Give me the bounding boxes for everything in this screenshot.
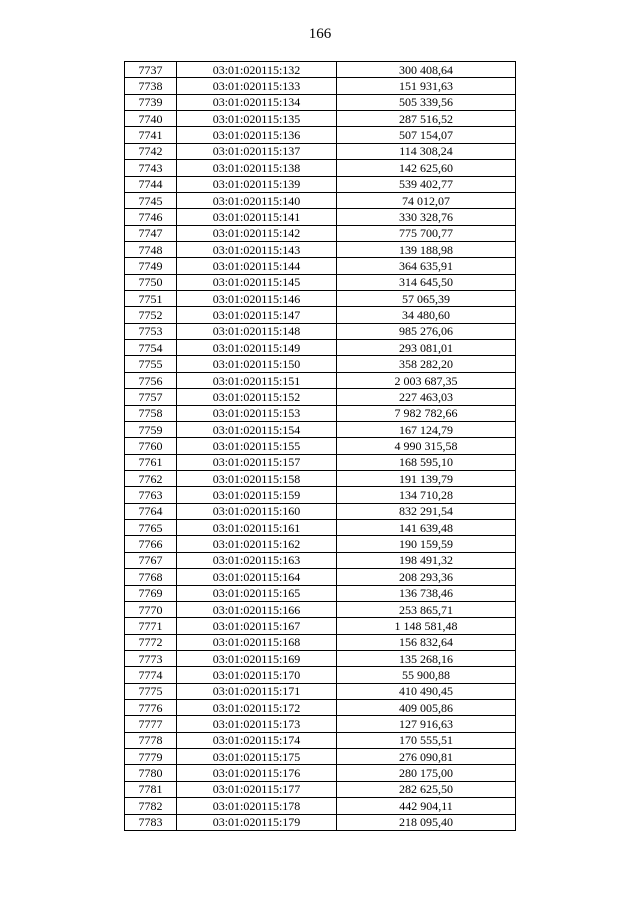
row-number-cell: 7768 xyxy=(125,569,177,585)
cadastral-value-cell: 505 339,56 xyxy=(337,94,516,110)
row-number-cell: 7776 xyxy=(125,700,177,716)
row-number-cell: 7749 xyxy=(125,258,177,274)
row-number-cell: 7764 xyxy=(125,503,177,519)
row-number-cell: 7739 xyxy=(125,94,177,110)
cadastral-number-cell: 03:01:020115:146 xyxy=(177,291,337,307)
cadastral-number-cell: 03:01:020115:162 xyxy=(177,536,337,552)
cadastral-number-cell: 03:01:020115:132 xyxy=(177,62,337,78)
cadastral-number-cell: 03:01:020115:134 xyxy=(177,94,337,110)
cadastral-value-cell: 156 832,64 xyxy=(337,634,516,650)
cadastral-number-cell: 03:01:020115:165 xyxy=(177,585,337,601)
table-row xyxy=(125,601,516,617)
cadastral-number-cell: 03:01:020115:140 xyxy=(177,192,337,208)
cadastral-value-cell: 74 012,07 xyxy=(337,192,516,208)
cadastral-number-cell: 03:01:020115:153 xyxy=(177,405,337,421)
table-row xyxy=(125,634,516,650)
cadastral-value-cell: 136 738,46 xyxy=(337,585,516,601)
row-number-cell: 7748 xyxy=(125,241,177,257)
row-number-cell: 7763 xyxy=(125,487,177,503)
cadastral-number-cell: 03:01:020115:159 xyxy=(177,487,337,503)
cadastral-number-cell: 03:01:020115:151 xyxy=(177,372,337,388)
cadastral-value-cell: 227 463,03 xyxy=(337,389,516,405)
table-row xyxy=(125,192,516,208)
cadastral-number-cell: 03:01:020115:141 xyxy=(177,209,337,225)
cadastral-value-cell: 190 159,59 xyxy=(337,536,516,552)
row-number-cell: 7782 xyxy=(125,798,177,814)
page-number: 166 xyxy=(308,26,332,42)
cadastral-number-cell: 03:01:020115:135 xyxy=(177,111,337,127)
table-row xyxy=(125,127,516,143)
cadastral-value-cell: 539 402,77 xyxy=(337,176,516,192)
cadastral-number-cell: 03:01:020115:173 xyxy=(177,716,337,732)
table-row xyxy=(125,421,516,437)
table-row xyxy=(125,389,516,405)
row-number-cell: 7772 xyxy=(125,634,177,650)
cadastral-number-cell: 03:01:020115:150 xyxy=(177,356,337,372)
row-number-cell: 7741 xyxy=(125,127,177,143)
cadastral-value-cell: 135 268,16 xyxy=(337,650,516,666)
table-row xyxy=(125,520,516,536)
row-number-cell: 7745 xyxy=(125,192,177,208)
cadastral-value-cell: 114 308,24 xyxy=(337,143,516,159)
table-row xyxy=(125,503,516,519)
cadastral-value-cell: 507 154,07 xyxy=(337,127,516,143)
cadastral-number-cell: 03:01:020115:178 xyxy=(177,798,337,814)
table-row xyxy=(125,470,516,486)
cadastral-number-cell: 03:01:020115:168 xyxy=(177,634,337,650)
table-row xyxy=(125,536,516,552)
row-number-cell: 7737 xyxy=(125,62,177,78)
row-number-cell: 7752 xyxy=(125,307,177,323)
cadastral-number-cell: 03:01:020115:138 xyxy=(177,160,337,176)
cadastral-value-cell: 1 148 581,48 xyxy=(337,618,516,634)
cadastral-value-cell: 168 595,10 xyxy=(337,454,516,470)
row-number-cell: 7740 xyxy=(125,111,177,127)
table-row xyxy=(125,749,516,765)
table-row xyxy=(125,111,516,127)
row-number-cell: 7757 xyxy=(125,389,177,405)
table-body xyxy=(125,62,516,831)
table-row xyxy=(125,683,516,699)
table-row xyxy=(125,209,516,225)
cadastral-number-cell: 03:01:020115:176 xyxy=(177,765,337,781)
cadastral-value-cell: 280 175,00 xyxy=(337,765,516,781)
cadastral-value-cell: 55 900,88 xyxy=(337,667,516,683)
cadastral-value-cell: 832 291,54 xyxy=(337,503,516,519)
cadastral-value-cell: 4 990 315,58 xyxy=(337,438,516,454)
table-row xyxy=(125,241,516,257)
row-number-cell: 7781 xyxy=(125,781,177,797)
cadastral-value-cell: 985 276,06 xyxy=(337,323,516,339)
row-number-cell: 7756 xyxy=(125,372,177,388)
cadastral-number-cell: 03:01:020115:166 xyxy=(177,601,337,617)
cadastral-number-cell: 03:01:020115:142 xyxy=(177,225,337,241)
row-number-cell: 7746 xyxy=(125,209,177,225)
row-number-cell: 7773 xyxy=(125,650,177,666)
row-number-cell: 7762 xyxy=(125,470,177,486)
cadastral-number-cell: 03:01:020115:160 xyxy=(177,503,337,519)
cadastral-value-cell: 364 635,91 xyxy=(337,258,516,274)
table-row xyxy=(125,765,516,781)
cadastral-number-cell: 03:01:020115:155 xyxy=(177,438,337,454)
cadastral-number-cell: 03:01:020115:144 xyxy=(177,258,337,274)
row-number-cell: 7780 xyxy=(125,765,177,781)
cadastral-value-cell: 198 491,32 xyxy=(337,552,516,568)
cadastral-value-cell: 775 700,77 xyxy=(337,225,516,241)
cadastral-value-cell: 208 293,36 xyxy=(337,569,516,585)
cadastral-value-cell: 442 904,11 xyxy=(337,798,516,814)
table-row xyxy=(125,585,516,601)
row-number-cell: 7750 xyxy=(125,274,177,290)
cadastral-value-cell: 287 516,52 xyxy=(337,111,516,127)
cadastral-value-cell: 218 095,40 xyxy=(337,814,516,830)
cadastral-number-cell: 03:01:020115:136 xyxy=(177,127,337,143)
row-number-cell: 7769 xyxy=(125,585,177,601)
cadastral-value-cell: 300 408,64 xyxy=(337,62,516,78)
table-row xyxy=(125,291,516,307)
table-row xyxy=(125,78,516,94)
row-number-cell: 7771 xyxy=(125,618,177,634)
table-row xyxy=(125,143,516,159)
cadastral-value-cell: 409 005,86 xyxy=(337,700,516,716)
cadastral-value-cell: 167 124,79 xyxy=(337,421,516,437)
table-row xyxy=(125,700,516,716)
table-row xyxy=(125,372,516,388)
table-row xyxy=(125,323,516,339)
cadastral-number-cell: 03:01:020115:179 xyxy=(177,814,337,830)
row-number-cell: 7754 xyxy=(125,340,177,356)
row-number-cell: 7747 xyxy=(125,225,177,241)
cadastral-number-cell: 03:01:020115:137 xyxy=(177,143,337,159)
table-row xyxy=(125,94,516,110)
cadastral-value-cell: 142 625,60 xyxy=(337,160,516,176)
table-row xyxy=(125,258,516,274)
cadastral-number-cell: 03:01:020115:157 xyxy=(177,454,337,470)
row-number-cell: 7770 xyxy=(125,601,177,617)
table-row xyxy=(125,667,516,683)
row-number-cell: 7753 xyxy=(125,323,177,339)
cadastral-value-cell: 191 139,79 xyxy=(337,470,516,486)
table-row xyxy=(125,405,516,421)
table-row xyxy=(125,356,516,372)
table-row xyxy=(125,176,516,192)
table-row xyxy=(125,552,516,568)
cadastral-value-cell: 358 282,20 xyxy=(337,356,516,372)
table-row xyxy=(125,307,516,323)
cadastral-number-cell: 03:01:020115:172 xyxy=(177,700,337,716)
cadastral-value-cell: 2 003 687,35 xyxy=(337,372,516,388)
cadastral-number-cell: 03:01:020115:161 xyxy=(177,520,337,536)
row-number-cell: 7766 xyxy=(125,536,177,552)
table-row xyxy=(125,618,516,634)
cadastral-value-table xyxy=(124,61,516,831)
cadastral-value-cell: 282 625,50 xyxy=(337,781,516,797)
row-number-cell: 7765 xyxy=(125,520,177,536)
row-number-cell: 7774 xyxy=(125,667,177,683)
cadastral-value-cell: 330 328,76 xyxy=(337,209,516,225)
cadastral-value-cell: 151 931,63 xyxy=(337,78,516,94)
row-number-cell: 7744 xyxy=(125,176,177,192)
table-row xyxy=(125,160,516,176)
cadastral-number-cell: 03:01:020115:164 xyxy=(177,569,337,585)
row-number-cell: 7767 xyxy=(125,552,177,568)
cadastral-value-cell: 253 865,71 xyxy=(337,601,516,617)
cadastral-value-cell: 410 490,45 xyxy=(337,683,516,699)
cadastral-number-cell: 03:01:020115:143 xyxy=(177,241,337,257)
cadastral-value-cell: 314 645,50 xyxy=(337,274,516,290)
table-row xyxy=(125,732,516,748)
row-number-cell: 7760 xyxy=(125,438,177,454)
cadastral-value-cell: 170 555,51 xyxy=(337,732,516,748)
cadastral-number-cell: 03:01:020115:145 xyxy=(177,274,337,290)
cadastral-value-cell: 57 065,39 xyxy=(337,291,516,307)
row-number-cell: 7777 xyxy=(125,716,177,732)
cadastral-number-cell: 03:01:020115:158 xyxy=(177,470,337,486)
table-row xyxy=(125,62,516,78)
table-row xyxy=(125,487,516,503)
cadastral-value-cell: 139 188,98 xyxy=(337,241,516,257)
cadastral-value-cell: 276 090,81 xyxy=(337,749,516,765)
table-row xyxy=(125,716,516,732)
row-number-cell: 7761 xyxy=(125,454,177,470)
cadastral-value-cell: 127 916,63 xyxy=(337,716,516,732)
cadastral-number-cell: 03:01:020115:152 xyxy=(177,389,337,405)
row-number-cell: 7775 xyxy=(125,683,177,699)
cadastral-number-cell: 03:01:020115:167 xyxy=(177,618,337,634)
table-row xyxy=(125,274,516,290)
cadastral-number-cell: 03:01:020115:177 xyxy=(177,781,337,797)
cadastral-number-cell: 03:01:020115:149 xyxy=(177,340,337,356)
cadastral-number-cell: 03:01:020115:147 xyxy=(177,307,337,323)
cadastral-number-cell: 03:01:020115:154 xyxy=(177,421,337,437)
cadastral-number-cell: 03:01:020115:148 xyxy=(177,323,337,339)
cadastral-number-cell: 03:01:020115:175 xyxy=(177,749,337,765)
cadastral-number-cell: 03:01:020115:174 xyxy=(177,732,337,748)
cadastral-number-cell: 03:01:020115:170 xyxy=(177,667,337,683)
table-row xyxy=(125,454,516,470)
row-number-cell: 7738 xyxy=(125,78,177,94)
cadastral-value-cell: 141 639,48 xyxy=(337,520,516,536)
row-number-cell: 7751 xyxy=(125,291,177,307)
table-row xyxy=(125,798,516,814)
cadastral-value-cell: 34 480,60 xyxy=(337,307,516,323)
table-row xyxy=(125,781,516,797)
row-number-cell: 7743 xyxy=(125,160,177,176)
row-number-cell: 7783 xyxy=(125,814,177,830)
cadastral-number-cell: 03:01:020115:171 xyxy=(177,683,337,699)
cadastral-value-cell: 7 982 782,66 xyxy=(337,405,516,421)
cadastral-number-cell: 03:01:020115:163 xyxy=(177,552,337,568)
cadastral-value-cell: 134 710,28 xyxy=(337,487,516,503)
row-number-cell: 7758 xyxy=(125,405,177,421)
row-number-cell: 7759 xyxy=(125,421,177,437)
row-number-cell: 7778 xyxy=(125,732,177,748)
cadastral-value-cell: 293 081,01 xyxy=(337,340,516,356)
table-row xyxy=(125,650,516,666)
row-number-cell: 7779 xyxy=(125,749,177,765)
row-number-cell: 7755 xyxy=(125,356,177,372)
table-row xyxy=(125,340,516,356)
cadastral-number-cell: 03:01:020115:133 xyxy=(177,78,337,94)
cadastral-number-cell: 03:01:020115:139 xyxy=(177,176,337,192)
table-row xyxy=(125,569,516,585)
table-row xyxy=(125,225,516,241)
table-row xyxy=(125,814,516,830)
table-row xyxy=(125,438,516,454)
row-number-cell: 7742 xyxy=(125,143,177,159)
cadastral-number-cell: 03:01:020115:169 xyxy=(177,650,337,666)
